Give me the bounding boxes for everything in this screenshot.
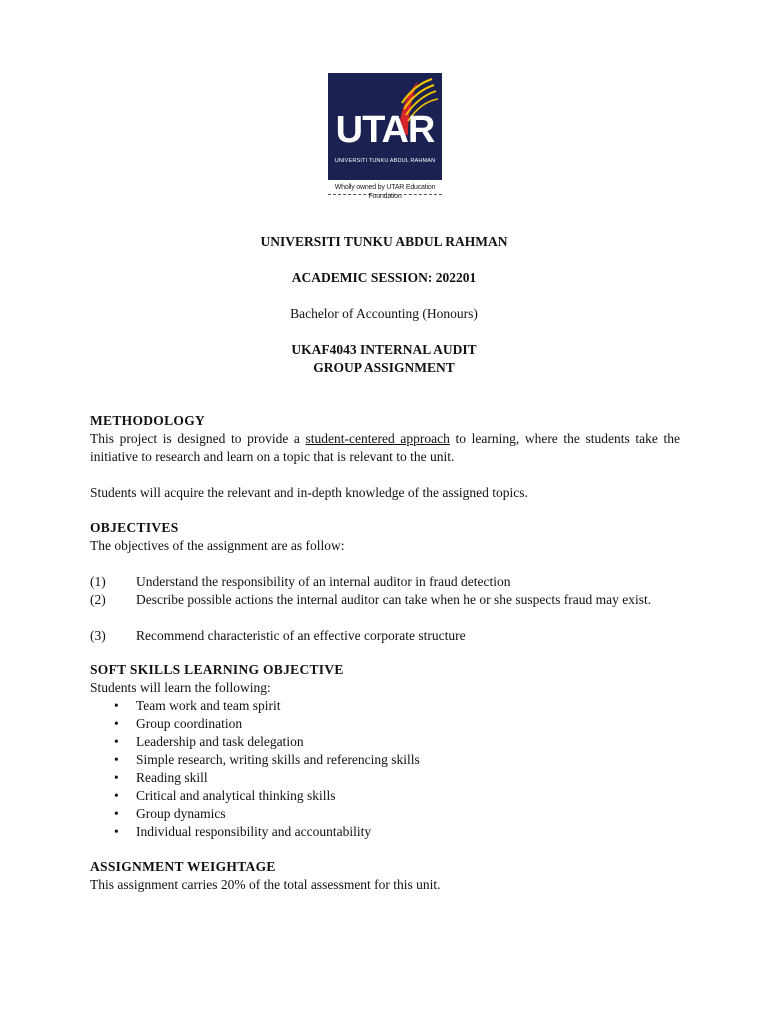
skill-text: Group coordination (136, 716, 243, 731)
programme-name: Bachelor of Accounting (Honours) (290, 306, 478, 321)
skill-text: Reading skill (136, 770, 208, 785)
skill-text: Group dynamics (136, 806, 226, 821)
course-title: UKAF4043 INTERNAL AUDIT (291, 342, 477, 357)
list-item (90, 751, 680, 769)
bullet-icon: • (114, 752, 119, 767)
objective-text: Understand the responsibility of an internal auditor in fraud detection (136, 574, 511, 589)
objective-text: Recommend characteristic of an effective corporate structure (136, 628, 466, 643)
logo-footnote: Wholly owned by UTAR Education Foundation (334, 184, 436, 200)
skill-text: Team work and team spirit (136, 698, 281, 713)
soft-skills-list (90, 697, 680, 841)
list-item (90, 769, 680, 787)
logo-subtitle: UNIVERSITI TUNKU ABDUL RAHMAN (334, 158, 436, 164)
list-item (90, 733, 680, 751)
methodology-paragraph (90, 430, 680, 466)
skill-text: Simple research, writing skills and referencing skills (136, 752, 420, 767)
skill-text: Critical and analytical thinking skills (136, 788, 336, 803)
weightage-text: This assignment carries 20% of the total assessment for this unit. (90, 877, 441, 892)
list-item (90, 787, 680, 805)
weightage-heading: ASSIGNMENT WEIGHTAGE (90, 859, 276, 874)
university-name: UNIVERSITI TUNKU ABDUL RAHMAN (260, 234, 508, 249)
list-item (90, 823, 680, 841)
student-centered-link: student-centered approach (305, 431, 450, 446)
bullet-icon: • (114, 806, 119, 821)
assignment-title: GROUP ASSIGNMENT (313, 360, 455, 375)
bullet-icon: • (114, 698, 119, 713)
bullet-icon: • (114, 788, 119, 803)
logo-wordmark: UTAR (335, 109, 435, 151)
list-item (90, 715, 680, 733)
skill-text: Individual responsibility and accountability (136, 824, 372, 839)
methodology-heading: METHODOLOGY (90, 413, 206, 428)
objective-number: (1) (90, 574, 106, 589)
methodology-text-after: to learning, where the students take the initiative to research and learn on a topic that is relevant to the unit. (90, 431, 680, 464)
skill-text: Leadership and task delegation (136, 734, 304, 749)
logo-divider (328, 194, 442, 195)
objective-number: (2) (90, 592, 106, 607)
bullet-icon: • (114, 824, 119, 839)
objectives-heading: OBJECTIVES (90, 520, 179, 535)
methodology-text-before: This project is designed to provide a (90, 431, 306, 446)
objective-number: (3) (90, 628, 106, 643)
list-item (90, 805, 680, 823)
list-item (90, 697, 680, 715)
methodology-paragraph-2: Students will acquire the relevant and in-depth knowledge of the assigned topics. (90, 485, 528, 500)
objectives-intro: The objectives of the assignment are as follow: (90, 538, 345, 553)
bullet-icon: • (114, 716, 119, 731)
academic-session: ACADEMIC SESSION: 202201 (291, 270, 477, 285)
objective-text: Describe possible actions the internal auditor can take when he or she suspects fraud may exist. (136, 592, 652, 607)
bullet-icon: • (114, 734, 119, 749)
soft-skills-heading: SOFT SKILLS LEARNING OBJECTIVE (90, 662, 344, 677)
soft-skills-intro: Students will learn the following: (90, 680, 271, 695)
bullet-icon: • (114, 770, 119, 785)
utar-logo (328, 73, 442, 180)
